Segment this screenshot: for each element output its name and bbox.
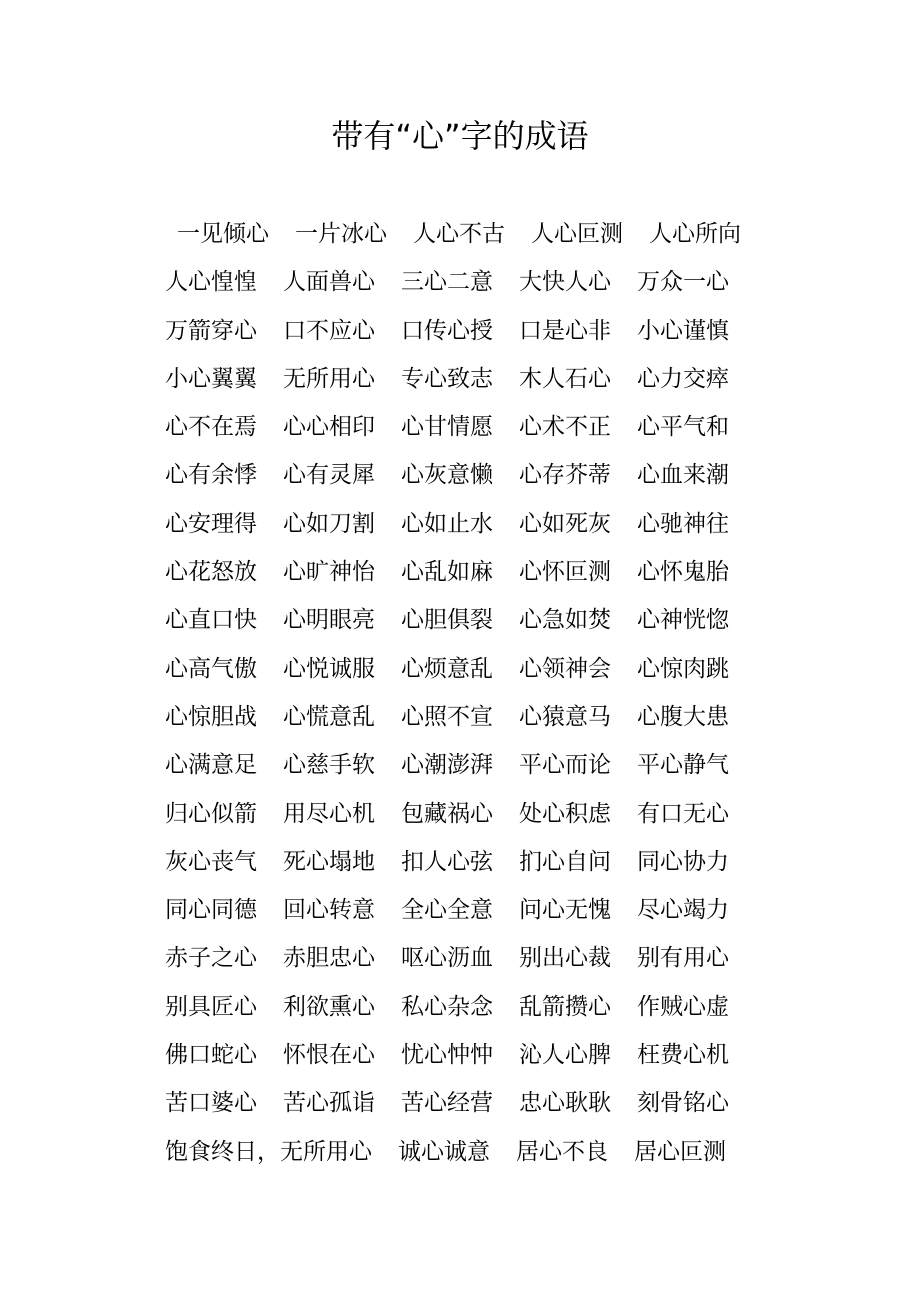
- idiom-item: 怀恨在心: [283, 1042, 375, 1069]
- idiom-item: 心驰神往: [637, 510, 729, 537]
- idiom-item: 心花怒放: [165, 559, 257, 586]
- idiom-item: 口不应心: [283, 317, 375, 344]
- page-title: 带有“心”字的成语: [331, 117, 589, 155]
- idiom-item: 包藏祸心: [401, 800, 493, 827]
- idiom-item: 心平气和: [637, 414, 729, 441]
- idiom-row: [165, 790, 805, 838]
- idiom-row: [165, 934, 805, 982]
- idiom-item: 别有用心: [637, 945, 729, 972]
- idiom-item: 居心不良: [516, 1138, 608, 1165]
- idiom-row: [165, 307, 805, 355]
- idiom-item: 人心所向: [649, 221, 741, 247]
- idiom-item: 心慈手软: [283, 752, 375, 779]
- idiom-item: 心明眼亮: [283, 607, 375, 634]
- idiom-item: 口是心非: [519, 317, 611, 344]
- idiom-item: 平心静气: [637, 752, 729, 779]
- idiom-row: [165, 500, 805, 548]
- idiom-item: 专心致志: [401, 365, 493, 392]
- idiom-item: 乱箭攒心: [519, 993, 611, 1020]
- idiom-row: [165, 596, 805, 644]
- idiom-item: 大快人心: [519, 269, 611, 296]
- idiom-list: [165, 210, 805, 1176]
- idiom-item: 心有灵犀: [283, 462, 375, 489]
- idiom-item: 心腹大患: [637, 703, 729, 730]
- idiom-item: 平心而论: [519, 752, 611, 779]
- idiom-item: 佛口蛇心: [165, 1042, 257, 1069]
- idiom-item: 木人石心: [519, 365, 611, 392]
- idiom-item: 处心积虑: [519, 800, 611, 827]
- idiom-item: 饱食终日，: [165, 1138, 280, 1165]
- idiom-item: 无所用心: [280, 1138, 372, 1165]
- idiom-item: 心惊胆战: [165, 703, 257, 730]
- idiom-item: 苦心孤诣: [283, 1090, 375, 1117]
- idiom-item: 心力交瘁: [637, 365, 729, 392]
- idiom-item: 回心转意: [283, 897, 375, 924]
- idiom-item: 作贼心虚: [637, 993, 729, 1020]
- idiom-item: 万箭穿心: [165, 317, 257, 344]
- idiom-item: 心有余悸: [165, 462, 257, 489]
- idiom-item: 灰心丧气: [165, 848, 257, 875]
- idiom-row: [165, 1031, 805, 1079]
- idiom-item: 小心谨慎: [637, 317, 729, 344]
- idiom-item: 小心翼翼: [165, 365, 257, 392]
- idiom-row: [165, 886, 805, 934]
- idiom-item: 无所用心: [283, 365, 375, 392]
- idiom-item: 问心无愧: [519, 897, 611, 924]
- idiom-row: [165, 210, 805, 258]
- idiom-item: 心灰意懒: [401, 462, 493, 489]
- idiom-row: [165, 451, 805, 499]
- idiom-item: 心如止水: [401, 510, 493, 537]
- idiom-item: 居心叵测: [634, 1138, 726, 1165]
- idiom-item: 沁人心脾: [519, 1042, 611, 1069]
- idiom-item: 扣人心弦: [401, 848, 493, 875]
- idiom-item: 口传心授: [401, 317, 493, 344]
- idiom-item: 心甘情愿: [401, 414, 493, 441]
- idiom-row: [165, 645, 805, 693]
- idiom-item: 心直口快: [165, 607, 257, 634]
- idiom-item: 心慌意乱: [283, 703, 375, 730]
- idiom-row: [165, 1079, 805, 1127]
- idiom-item: 归心似箭: [165, 800, 257, 827]
- idiom-item: 一片冰心: [295, 221, 387, 247]
- idiom-item: 心惊肉跳: [637, 655, 729, 682]
- idiom-item: 心高气傲: [165, 655, 257, 682]
- idiom-item: 私心杂念: [401, 993, 493, 1020]
- idiom-row: [165, 258, 805, 306]
- idiom-item: 心心相印: [283, 414, 375, 441]
- idiom-item: 心领神会: [519, 655, 611, 682]
- idiom-item: 人心惶惶: [165, 269, 257, 296]
- idiom-row: [165, 741, 805, 789]
- idiom-row: [165, 693, 805, 741]
- idiom-row: [165, 1128, 805, 1176]
- idiom-item: 心不在焉: [165, 414, 257, 441]
- idiom-item: 人心叵测: [531, 221, 623, 247]
- idiom-item: 有口无心: [637, 800, 729, 827]
- idiom-item: 心如刀割: [283, 510, 375, 537]
- idiom-row: [165, 403, 805, 451]
- idiom-item: 心胆俱裂: [401, 607, 493, 634]
- idiom-item: 利欲熏心: [283, 993, 375, 1020]
- idiom-item: 心猿意马: [519, 703, 611, 730]
- idiom-item: 刻骨铭心: [637, 1090, 729, 1117]
- idiom-item: 心烦意乱: [401, 655, 493, 682]
- idiom-item: 尽心竭力: [637, 897, 729, 924]
- idiom-item: 心急如焚: [519, 607, 611, 634]
- idiom-item: 扪心自问: [519, 848, 611, 875]
- idiom-item: 心安理得: [165, 510, 257, 537]
- idiom-item: 心术不正: [519, 414, 611, 441]
- idiom-row: [165, 355, 805, 403]
- idiom-item: 心潮澎湃: [401, 752, 493, 779]
- idiom-item: 诚心诚意: [398, 1138, 490, 1165]
- idiom-item: 别具匠心: [165, 993, 257, 1020]
- idiom-item: 三心二意: [401, 269, 493, 296]
- idiom-row: [165, 548, 805, 596]
- idiom-item: 用尽心机: [283, 800, 375, 827]
- idiom-item: 心怀鬼胎: [637, 559, 729, 586]
- idiom-item: 死心塌地: [283, 848, 375, 875]
- idiom-item: 枉费心机: [637, 1042, 729, 1069]
- idiom-item: 人面兽心: [283, 269, 375, 296]
- idiom-item: 别出心裁: [519, 945, 611, 972]
- idiom-item: 一见倾心: [177, 221, 269, 247]
- idiom-item: 心悦诚服: [283, 655, 375, 682]
- idiom-item: 心存芥蒂: [519, 462, 611, 489]
- idiom-item: 赤子之心: [165, 945, 257, 972]
- idiom-item: 苦心经营: [401, 1090, 493, 1117]
- idiom-item: 心乱如麻: [401, 559, 493, 586]
- idiom-row: [165, 838, 805, 886]
- idiom-item: 赤胆忠心: [283, 945, 375, 972]
- idiom-item: 同心协力: [637, 848, 729, 875]
- idiom-item: 同心同德: [165, 897, 257, 924]
- idiom-item: 人心不古: [413, 221, 505, 247]
- idiom-item: 万众一心: [637, 269, 729, 296]
- idiom-item: 心满意足: [165, 752, 257, 779]
- idiom-item: 全心全意: [401, 897, 493, 924]
- idiom-item: 忧心忡忡: [401, 1042, 493, 1069]
- idiom-item: 呕心沥血: [401, 945, 493, 972]
- idiom-row: [165, 983, 805, 1031]
- idiom-item: 忠心耿耿: [519, 1090, 611, 1117]
- idiom-item: 心照不宣: [401, 703, 493, 730]
- idiom-item: 心怀叵测: [519, 559, 611, 586]
- idiom-item: 心血来潮: [637, 462, 729, 489]
- idiom-item: 心如死灰: [519, 510, 611, 537]
- idiom-item: 心旷神怡: [283, 559, 375, 586]
- idiom-item: 苦口婆心: [165, 1090, 257, 1117]
- idiom-item: 心神恍惚: [637, 607, 729, 634]
